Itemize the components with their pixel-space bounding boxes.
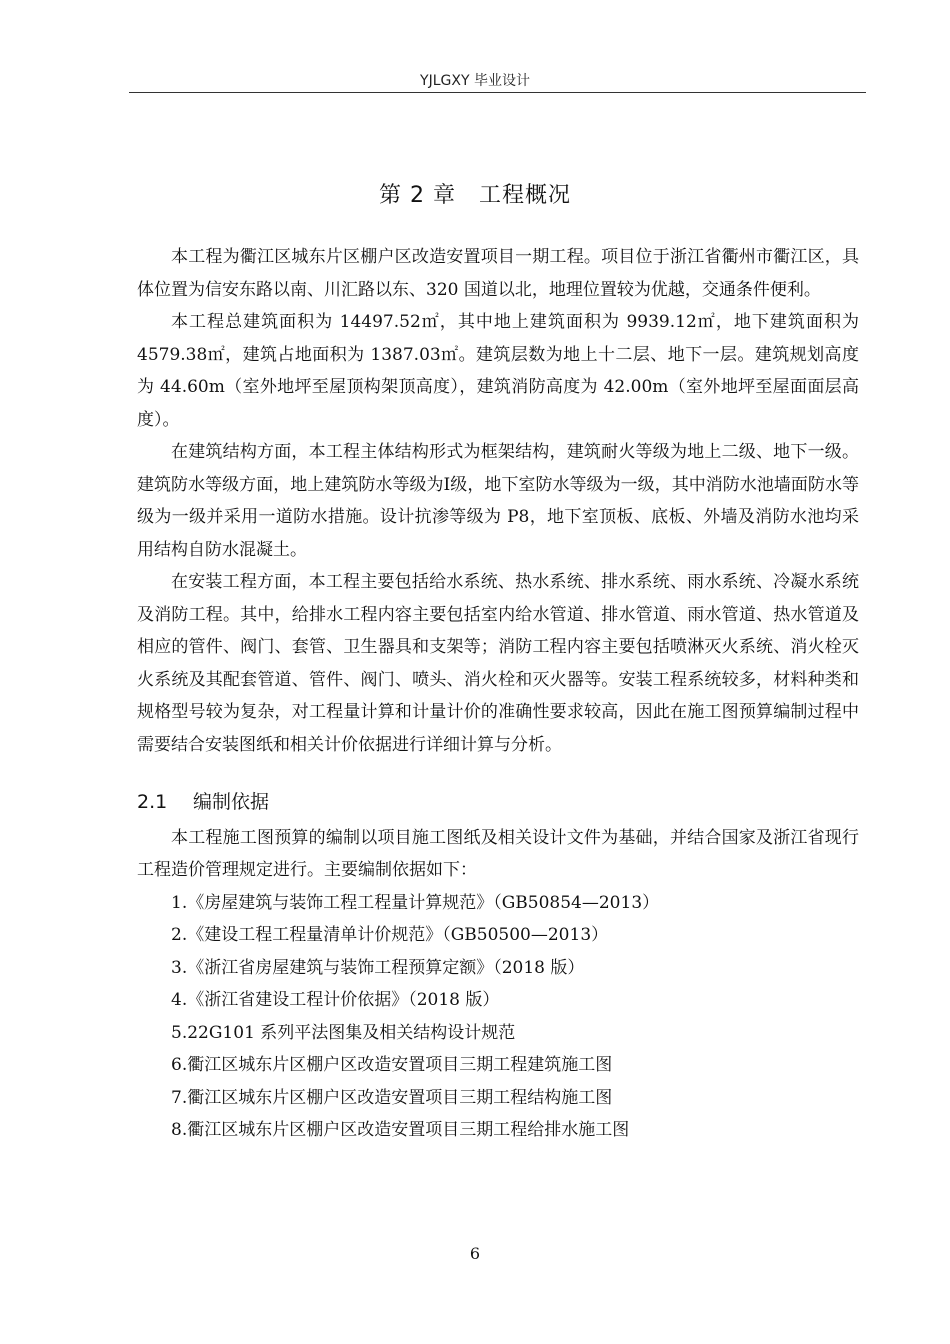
paragraph-structure: 在建筑结构方面，本工程主体结构形式为框架结构，建筑耐火等级为地上二级、地下一级。建筑防水等级方面，地上建筑防水等级为Ⅰ级，地下室防水等级为一级，其中消防水池墙面防水等级为一级并采用一道防水措施。设计抗渗等级为 P8，地下室顶板、底板、外墙及消防水池均采用结构自防水混凝土。 [137, 442, 859, 560]
section-number: 2.1 [137, 791, 168, 813]
paragraph-project-location: 本工程为衢江区城东片区棚户区改造安置项目一期工程。项目位于浙江省衢州市衢江区，具体位置为信安东路以南、川汇路以东、320 国道以北，地理位置较为优越，交通条件便利。 [137, 247, 859, 300]
chapter-title: 第 2 章 工程概况 [379, 183, 571, 208]
header-divider [129, 92, 866, 93]
paragraph-installation: 在安装工程方面，本工程主要包括给水系统、热水系统、排水系统、雨水系统、冷凝水系统及消防工程。其中，给排水工程内容主要包括室内给水管道、排水管道、雨水管道、热水管道及相应的管件、阀门、套管、卫生器具和支架等；消防工程内容主要包括喷淋灭火系统、消火栓灭火系统及其配套管道、管件、阀门、喷头、消火栓和灭火器等。安装工程系统较多，材料种类和规格型号较为复杂，对工程量计算和计量计价的准确性要求较高，因此在施工图预算编制过程中需要结合安装图纸和相关计价依据进行详细计算与分析。 [137, 572, 859, 755]
reference-item: 8.衢江区城东片区棚户区改造安置项目三期工程给排水施工图 [171, 1120, 630, 1140]
reference-item: 5.22G101 系列平法图集及相关结构设计规范 [171, 1022, 516, 1043]
section-intro: 本工程施工图预算的编制以项目施工图纸及相关设计文件为基础，并结合国家及浙江省现行工程造价管理规定进行。主要编制依据如下： [137, 827, 859, 880]
reference-item: 2.《建设工程工程量清单计价规范》（GB50500—2013） [171, 925, 609, 945]
reference-item: 4.《浙江省建设工程计价依据》（2018 版） [171, 990, 500, 1010]
section-title: 编制依据 [193, 791, 270, 813]
reference-item: 3.《浙江省房屋建筑与装饰工程预算定额》（2018 版） [171, 957, 585, 978]
page-header: YJLGXY 毕业设计 [420, 73, 530, 89]
reference-item: 7.衢江区城东片区棚户区改造安置项目三期工程结构施工图 [171, 1087, 613, 1108]
document-body [137, 241, 859, 1147]
section-heading [137, 786, 859, 819]
paragraph-building-area: 本工程总建筑面积为 14497.52㎡，其中地上建筑面积为 9939.12㎡，地下建筑面积为 4579.38㎡，建筑占地面积为 1387.03㎡。建筑层数为地上十二层、地下一层。建筑规划高度为 44.60m（室外地坪至屋顶构架顶高度），建筑消防高度为 42.00m（室外地坪至屋面面层高度）。 [137, 312, 859, 430]
page-number: 6 [469, 1244, 481, 1263]
reference-item: 1.《房屋建筑与装饰工程工程量计算规范》（GB50854—2013） [171, 892, 660, 913]
reference-item: 6.衢江区城东片区棚户区改造安置项目三期工程建筑施工图 [171, 1055, 613, 1075]
